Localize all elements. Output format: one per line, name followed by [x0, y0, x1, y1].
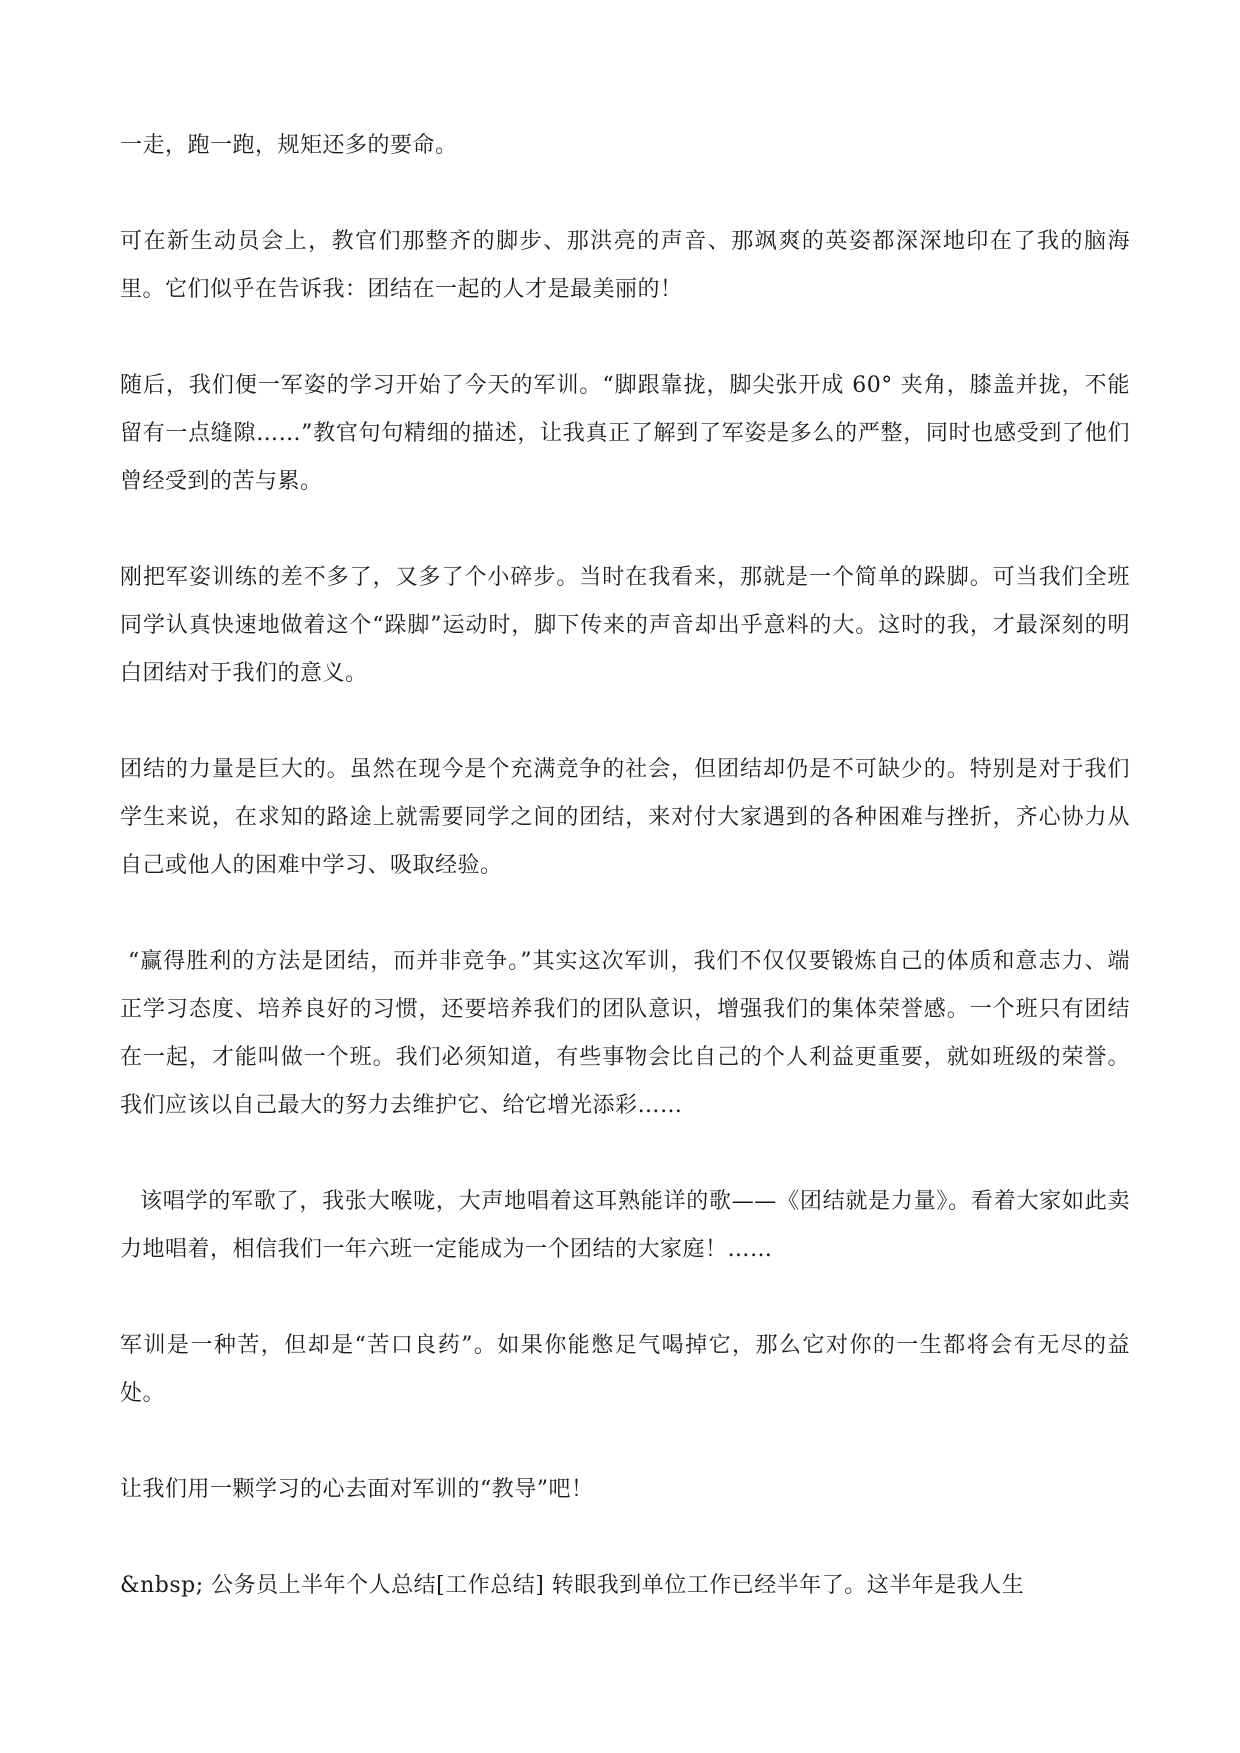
paragraph: 军训是一种苦，但却是“苦口良药”。如果你能憋足气喝掉它，那么它对你的一生都将会有无尽的益处。 [120, 1333, 1130, 1406]
document-page [120, 122, 1130, 1658]
paragraph: 该唱学的军歌了，我张大喉咙，大声地唱着这耳熟能详的歌——《团结就是力量》。看着大家如此卖力地唱着，相信我们一年六班一定能成为一个团结的大家庭！…… [120, 1189, 1130, 1262]
paragraph: 可在新生动员会上，教官们那整齐的脚步、那洪亮的声音、那飒爽的英姿都深深地印在了我的脑海里。它们似乎在告诉我：团结在一起的人才是最美丽的！ [120, 229, 1130, 302]
paragraph: &nbsp; 公务员上半年个人总结[工作总结] 转眼我到单位工作已经半年了。这半年是我人生 [120, 1573, 1025, 1598]
paragraph: 一走，跑一跑，规矩还多的要命。 [120, 133, 458, 158]
paragraph: 刚把军姿训练的差不多了，又多了个小碎步。当时在我看来，那就是一个简单的跺脚。可当我们全班同学认真快速地做着这个“跺脚”运动时，脚下传来的声音却出乎意料的大。这时的我，才最深刻的明白团结对于我们的意义。 [120, 565, 1130, 686]
paragraph: “赢得胜利的方法是团结，而并非竞争。”其实这次军训，我们不仅仅要锻炼自己的体质和意志力、端正学习态度、培养良好的习惯，还要培养我们的团队意识，增强我们的集体荣誉感。一个班只有团结在一起，才能叫做一个班。我们必须知道，有些事物会比自己的个人利益更重要，就如班级的荣誉。我们应该以自己最大的努力去维护它、给它增光添彩…… [120, 949, 1130, 1118]
paragraph: 随后，我们便一军姿的学习开始了今天的军训。“脚跟靠拢，脚尖张开成 60° 夹角，膝盖并拢，不能留有一点缝隙……”教官句句精细的描述，让我真正了解到了军姿是多么的严整，同时也感受到了他们曾经受到的苦与累。 [120, 373, 1130, 494]
paragraph: 让我们用一颗学习的心去面对军训的“教导”吧！ [120, 1477, 594, 1502]
paragraph: 团结的力量是巨大的。虽然在现今是个充满竞争的社会，但团结却仍是不可缺少的。特别是对于我们学生来说，在求知的路途上就需要同学之间的团结，来对付大家遇到的各种困难与挫折，齐心协力从自己或他人的困难中学习、吸取经验。 [120, 757, 1130, 878]
